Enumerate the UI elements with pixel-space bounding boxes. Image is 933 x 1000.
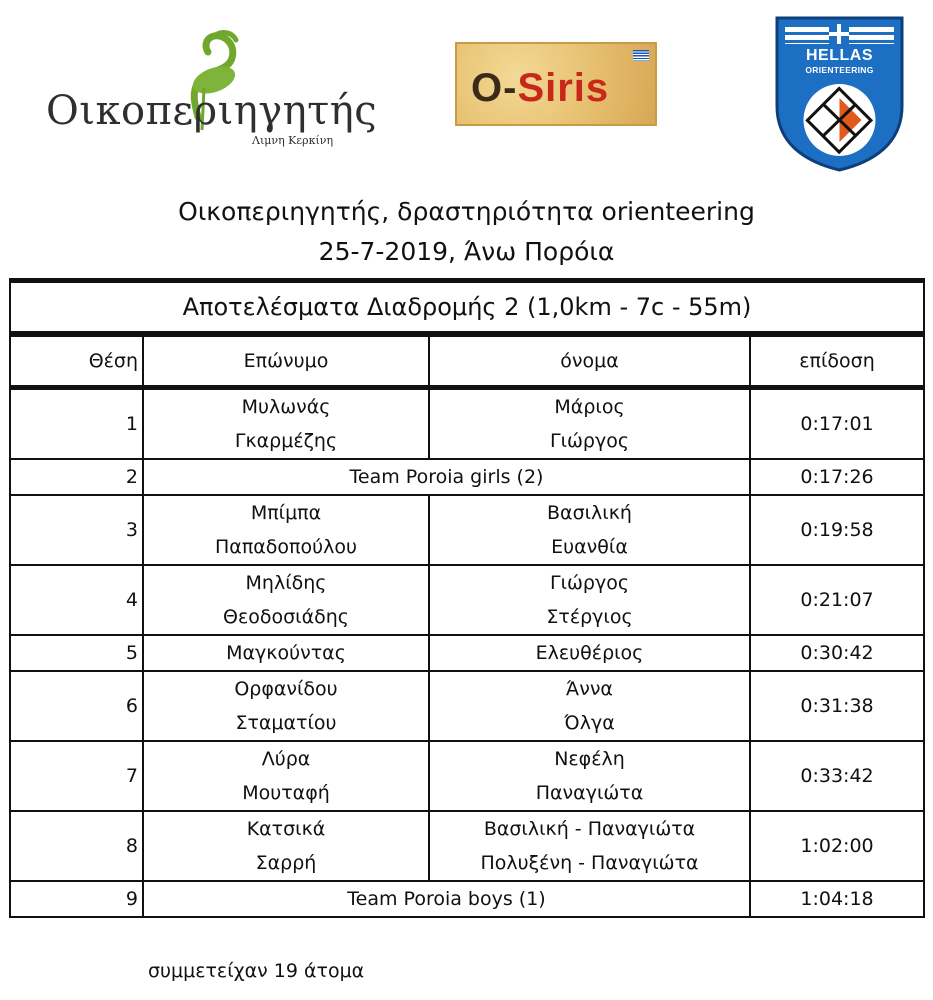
row-position: 8 xyxy=(10,811,143,881)
ecotourism-logo-text: Οικοπεριηγητής xyxy=(46,88,378,134)
table-row xyxy=(10,671,924,741)
ecotourism-logo xyxy=(40,22,378,152)
row-names: Βασιλική Ευανθία xyxy=(429,495,750,565)
header-time: επίδοση xyxy=(750,334,924,388)
row-time: 0:17:01 xyxy=(750,388,924,460)
results-table xyxy=(9,278,925,918)
row-position: 2 xyxy=(10,459,143,495)
header-name: όνομα xyxy=(429,334,750,388)
row-surnames: Ορφανίδου Σταματίου xyxy=(143,671,429,741)
row-time: 0:19:58 xyxy=(750,495,924,565)
page-subtitle-date-location: 25-7-2019, Άνω Πορόια xyxy=(318,237,615,266)
table-row xyxy=(10,881,924,917)
table-row xyxy=(10,495,924,565)
row-names: Μάριος Γιώργος xyxy=(429,388,750,460)
row-surnames: Μυλωνάς Γκαρμέζης xyxy=(143,388,429,460)
hellas-logo-subtitle: ORIENTEERING xyxy=(805,65,874,75)
header-surname: Επώνυμο xyxy=(143,334,429,388)
greek-flag-icon xyxy=(633,50,649,61)
table-row xyxy=(10,741,924,811)
participants-count: συμμετείχαν 19 άτομα xyxy=(148,960,365,982)
row-time: 0:31:38 xyxy=(750,671,924,741)
table-row xyxy=(10,635,924,671)
header-position: Θέση xyxy=(10,334,143,388)
hellas-orienteering-logo xyxy=(773,14,906,172)
row-names: Ελευθέριος xyxy=(429,635,750,671)
table-row xyxy=(10,565,924,635)
ecotourism-logo-subtitle: Λιμνη Κερκίνη xyxy=(252,134,334,147)
row-time: 1:02:00 xyxy=(750,811,924,881)
row-team: Team Poroia girls (2) xyxy=(143,459,750,495)
osiris-logo xyxy=(455,42,657,126)
row-time: 0:33:42 xyxy=(750,741,924,811)
table-caption: Αποτελέσματα Διαδρομής 2 (1,0km - 7c - 55m) xyxy=(10,281,924,335)
row-names: Γιώργος Στέργιος xyxy=(429,565,750,635)
row-names: Άννα Όλγα xyxy=(429,671,750,741)
row-position: 7 xyxy=(10,741,143,811)
table-header-row xyxy=(10,334,924,388)
row-position: 6 xyxy=(10,671,143,741)
row-position: 9 xyxy=(10,881,143,917)
row-time: 0:30:42 xyxy=(750,635,924,671)
row-position: 4 xyxy=(10,565,143,635)
table-row xyxy=(10,459,924,495)
row-surnames: Μπίμπα Παπαδοπούλου xyxy=(143,495,429,565)
osiris-logo-text: O-Siris xyxy=(471,66,610,110)
shield-icon xyxy=(773,14,906,172)
row-position: 5 xyxy=(10,635,143,671)
table-row xyxy=(10,811,924,881)
row-surnames: Μαγκούντας xyxy=(143,635,429,671)
row-time: 0:21:07 xyxy=(750,565,924,635)
table-caption-row xyxy=(10,281,924,335)
page-title: Οικοπεριηγητής, δραστηριότητα orienteering xyxy=(178,197,755,226)
row-time: 1:04:18 xyxy=(750,881,924,917)
row-names: Βασιλική - Παναγιώτα Πολυξένη - Παναγιώτα xyxy=(429,811,750,881)
hellas-logo-title: HELLAS xyxy=(806,47,873,64)
row-position: 1 xyxy=(10,388,143,460)
table-row xyxy=(10,388,924,460)
row-time: 0:17:26 xyxy=(750,459,924,495)
row-position: 3 xyxy=(10,495,143,565)
row-surnames: Λύρα Μουταφή xyxy=(143,741,429,811)
row-team: Team Poroia boys (1) xyxy=(143,881,750,917)
row-names: Νεφέλη Παναγιώτα xyxy=(429,741,750,811)
row-surnames: Κατσικά Σαρρή xyxy=(143,811,429,881)
row-surnames: Μηλίδης Θεοδοσιάδης xyxy=(143,565,429,635)
